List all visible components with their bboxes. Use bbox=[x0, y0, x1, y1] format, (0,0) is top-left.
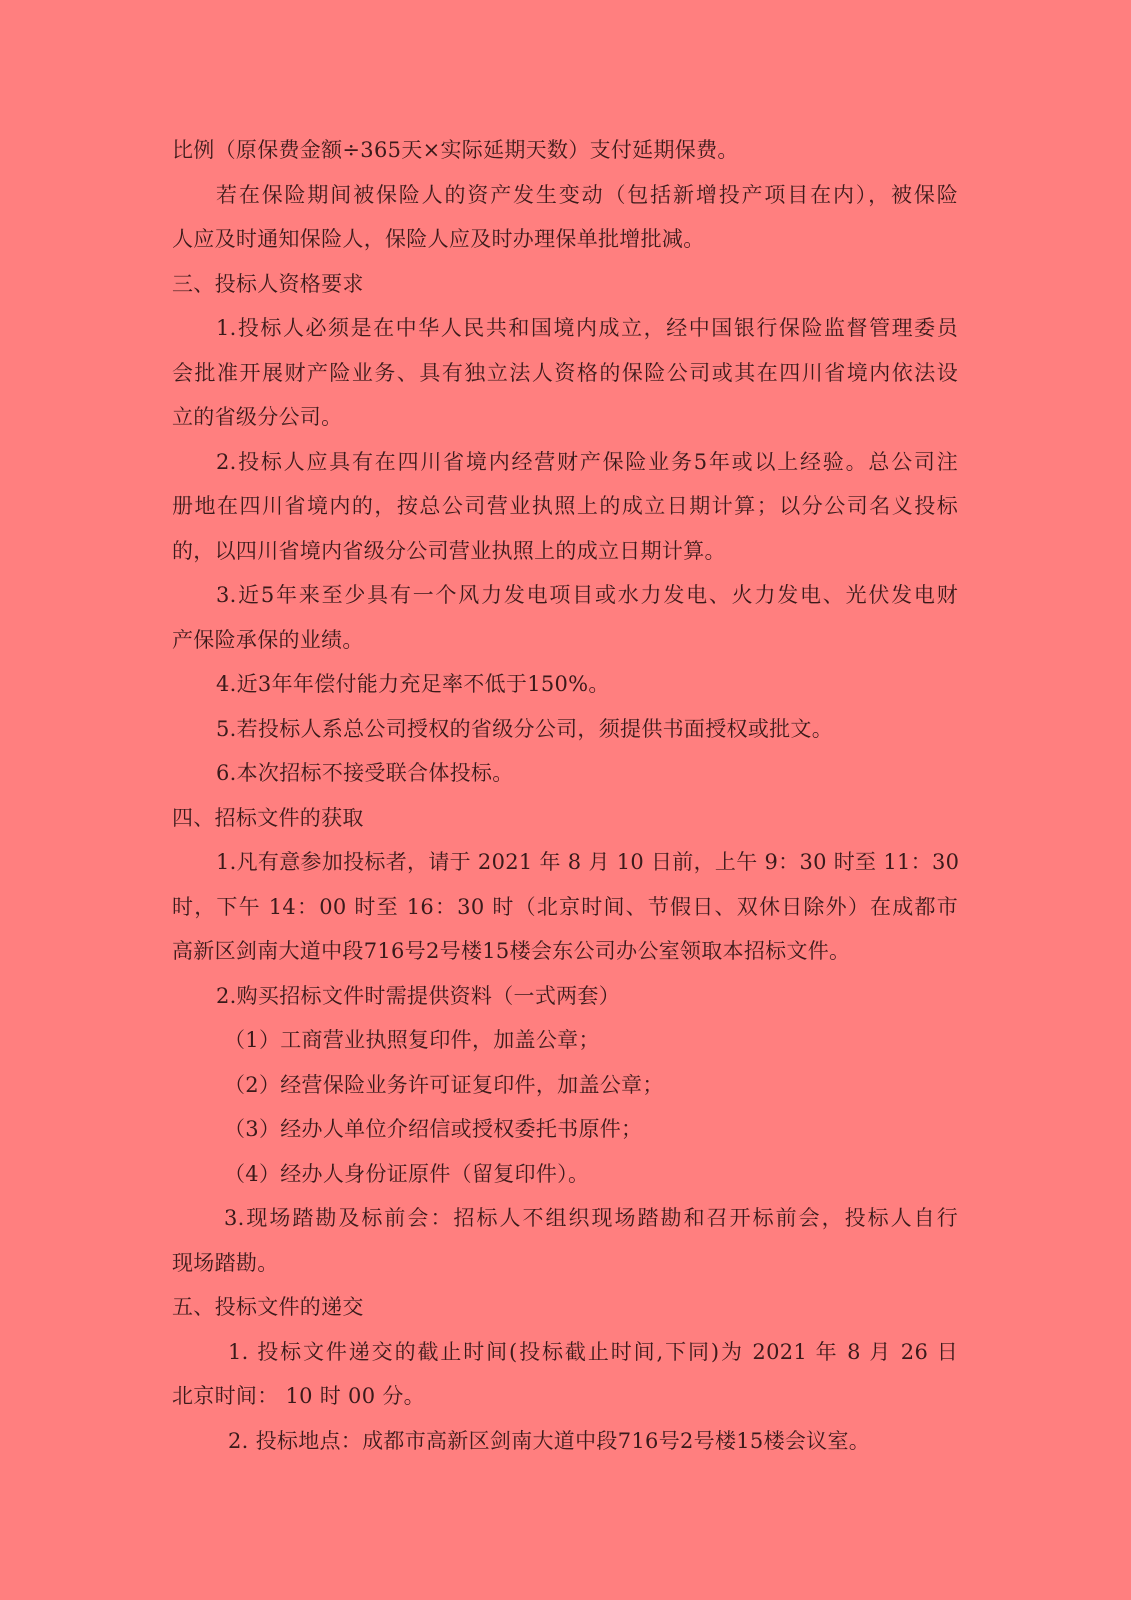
text-line: 6.本次招标不接受联合体投标。 bbox=[216, 761, 514, 785]
section-heading: 五、投标文件的递交 bbox=[172, 1295, 364, 1319]
text-line: 1.凡有意参加投标者，请于 2021 年 8 月 10 日前，上午 9：30 时至 11：30 bbox=[216, 850, 960, 874]
text-line: 北京时间： 10 时 00 分。 bbox=[172, 1384, 425, 1408]
text-line: 1. 投标文件递交的截止时间(投标截止时间,下同)为 2021 年 8 月 26 日 bbox=[228, 1339, 958, 1364]
text-line: 产保险承保的业绩。 bbox=[172, 627, 364, 652]
text-line: 1.投标人必须是在中华人民共和国境内成立，经中国银行保险监督管理委员 bbox=[216, 316, 958, 340]
section-heading: 三、投标人资格要求 bbox=[172, 271, 364, 296]
text-line: 5.若投标人系总公司授权的省级分公司，须提供书面授权或批文。 bbox=[216, 716, 834, 741]
text-line: 高新区剑南大道中段716号2号楼15楼会东公司办公室领取本招标文件。 bbox=[172, 939, 851, 963]
text-line: 比例（原保费金额÷365天×实际延期天数）支付延期保费。 bbox=[172, 138, 739, 162]
text-line: 的，以四川省境内省级分公司营业执照上的成立日期计算。 bbox=[172, 538, 726, 563]
section-heading: 四、招标文件的获取 bbox=[172, 805, 364, 830]
text-line: 2.投标人应具有在四川省境内经营财产保险业务5年或以上经验。总公司注 bbox=[216, 449, 958, 474]
list-item: （4）经办人身份证原件（留复印件）。 bbox=[224, 1161, 590, 1186]
list-item: （2）经营保险业务许可证复印件，加盖公章； bbox=[224, 1072, 664, 1097]
text-line: 4.近3年年偿付能力充足率不低于150%。 bbox=[216, 672, 610, 696]
text-line: 3.近5年来至少具有一个风力发电项目或水力发电、火力发电、光伏发电财 bbox=[216, 583, 958, 607]
document-body bbox=[172, 128, 958, 1463]
text-line: 册地在四川省境内的，按总公司营业执照上的成立日期计算；以分公司名义投标 bbox=[172, 494, 958, 518]
text-line: 时，下午 14：00 时至 16：30 时（北京时间、节假日、双休日除外）在成都市 bbox=[172, 894, 958, 919]
text-line: 2.购买招标文件时需提供资料（一式两套） bbox=[216, 983, 621, 1008]
text-line: 现场踏勘。 bbox=[172, 1250, 279, 1275]
text-line: 立的省级分公司。 bbox=[172, 405, 343, 429]
text-line: 2. 投标地点：成都市高新区剑南大道中段716号2号楼15楼会议室。 bbox=[228, 1428, 871, 1453]
text-line: 若在保险期间被保险人的资产发生变动（包括新增投产项目在内），被保险 bbox=[216, 182, 958, 207]
list-item: （1）工商营业执照复印件，加盖公章； bbox=[224, 1028, 600, 1052]
text-line: 人应及时通知保险人，保险人应及时办理保单批增批减。 bbox=[172, 227, 705, 251]
text-line: 会批准开展财产险业务、具有独立法人资格的保险公司或其在四川省境内依法设 bbox=[172, 360, 958, 385]
list-item: （3）经办人单位介绍信或授权委托书原件； bbox=[224, 1117, 643, 1141]
text-line: 3.现场踏勘及标前会：招标人不组织现场踏勘和召开标前会，投标人自行 bbox=[224, 1206, 958, 1230]
